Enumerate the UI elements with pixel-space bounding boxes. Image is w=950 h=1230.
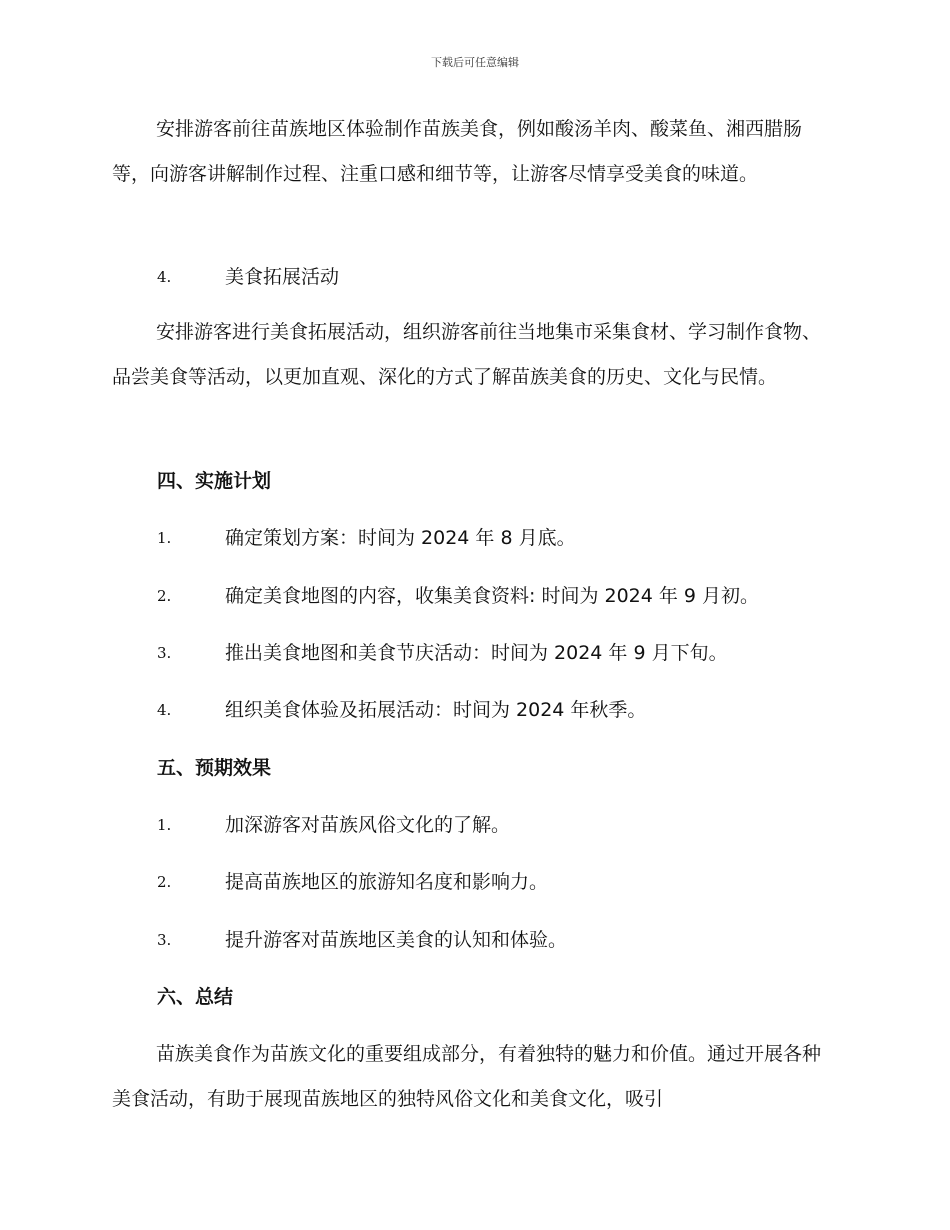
list-item-number: 4.	[157, 268, 172, 286]
section-heading-summary: 六、总结	[157, 986, 234, 1008]
list-item-text: 推出美食地图和美食节庆活动：时间为 2024 年 9 月下旬。	[225, 642, 728, 664]
section-heading-expected-results: 五、预期效果	[157, 757, 272, 779]
activity-paragraph: 安排游客进行美食拓展活动，组织游客前往当地集市采集食材、学习制作食物、品尝美食等活动，以更加直观、深化的方式了解苗族美食的历史、文化与民情。	[112, 321, 822, 388]
list-item-text: 组织美食体验及拓展活动：时间为 2024 年秋季。	[225, 699, 647, 721]
list-item-number: 3.	[157, 931, 172, 949]
page-header: 下载后可任意编辑	[431, 56, 519, 69]
list-item-number: 1.	[157, 529, 172, 547]
intro-paragraph: 安排游客前往苗族地区体验制作苗族美食，例如酸汤羊肉、酸菜鱼、湘西腊肠等，向游客讲解制作过程、注重口感和细节等，让游客尽情享受美食的味道。	[112, 118, 803, 185]
list-item-number: 4.	[157, 701, 172, 719]
list-item-text: 美食拓展活动	[225, 266, 340, 288]
summary-paragraph: 苗族美食作为苗族文化的重要组成部分，有着独特的魅力和价值。通过开展各种美食活动，有助于展现苗族地区的独特风俗文化和美食文化，吸引	[112, 1043, 822, 1110]
list-item-text: 提升游客对苗族地区美食的认知和体验。	[225, 929, 568, 951]
section-heading-implementation: 四、实施计划	[157, 470, 272, 492]
list-item-number: 2.	[157, 873, 172, 891]
list-item-text: 加深游客对苗族风俗文化的了解。	[225, 814, 511, 836]
list-item-number: 3.	[157, 644, 172, 662]
list-item-text: 确定美食地图的内容，收集美食资料: 时间为 2024 年 9 月初。	[225, 585, 760, 607]
list-item-number: 2.	[157, 587, 172, 605]
list-item-text: 提高苗族地区的旅游知名度和影响力。	[225, 871, 549, 893]
list-item-number: 1.	[157, 816, 172, 834]
list-item-text: 确定策划方案：时间为 2024 年 8 月底。	[225, 527, 576, 549]
